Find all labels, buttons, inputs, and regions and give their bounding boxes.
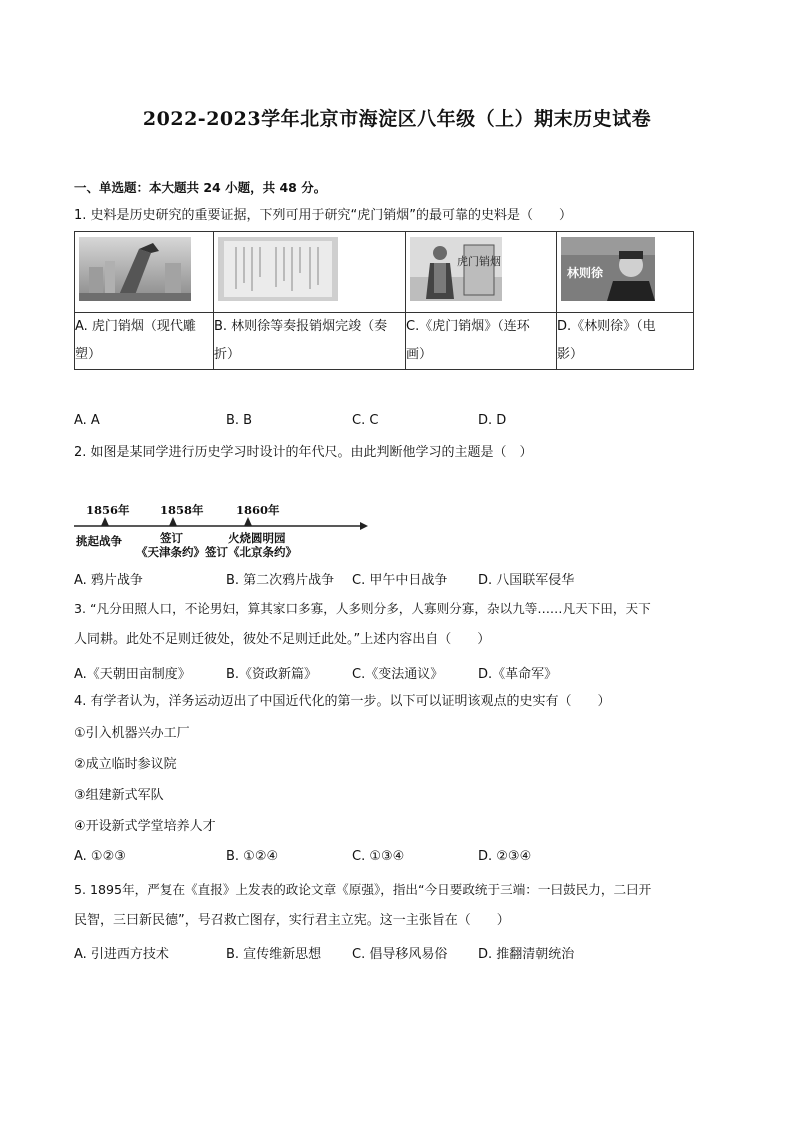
timeline-event-fire: 火烧圆明园 <box>228 531 286 545</box>
q5-option-c[interactable]: C. 倡导移风易俗 <box>352 947 448 962</box>
q1-cell-a-image <box>75 232 214 313</box>
q3-stem-line1: 3. “凡分田照人口，不论男妇，算其家口多寡，人多则分多，人寡则分寡，杂以九等……凡天下田，天下 <box>74 601 651 616</box>
q2-option-b[interactable]: B. 第二次鸦片战争 <box>226 573 335 588</box>
timeline-event-war: 挑起战争 <box>76 534 122 548</box>
q1-source-table <box>74 231 694 370</box>
timeline-year-1858: 1858年 <box>160 503 204 517</box>
q4-stem: 4. 有学者认为，洋务运动迈出了中国近代化的第一步。以下可以证明该观点的史实有（ ） <box>74 694 611 709</box>
timeline-year-1856: 1856年 <box>86 503 130 517</box>
q4-item-2: ②成立临时参议院 <box>74 757 177 772</box>
timeline-axis <box>74 516 370 534</box>
q5-option-a[interactable]: A. 引进西方技术 <box>74 947 169 962</box>
timeline-event-sign: 签订 <box>160 531 183 545</box>
q1-option-d-caption: D.《林则徐》（电 影） <box>557 313 694 370</box>
memorial-document-photo <box>218 237 338 301</box>
q2-stem: 2. 如图是某同学进行历史学习时设计的年代尺。由此判断他学习的主题是（ ） <box>74 445 533 460</box>
timeline-marker-1860 <box>244 517 252 526</box>
q3-option-d[interactable]: D.《革命军》 <box>478 667 558 682</box>
q4-option-a[interactable]: A. ①②③ <box>74 849 126 864</box>
q1-option-b[interactable]: B. B <box>226 413 253 428</box>
q1-option-a[interactable]: A. A <box>74 413 100 428</box>
q1-cell-d-image <box>557 232 694 313</box>
timeline-arrow-icon <box>360 522 368 530</box>
q3-option-a[interactable]: A.《天朝田亩制度》 <box>74 667 191 682</box>
q5-option-d[interactable]: D. 推翻清朝统治 <box>478 947 575 962</box>
q1-option-c[interactable]: C. C <box>352 413 379 428</box>
q1-option-b-caption: B. 林则徐等奏报销烟完竣（奏 折） <box>214 313 406 370</box>
comic-illustration <box>410 237 502 301</box>
q3-option-b[interactable]: B.《资政新篇》 <box>226 667 318 682</box>
q3-stem-line2: 人同耕。此处不足则迁彼处，彼处不足则迁此处。”上述内容出自（ ） <box>74 632 491 647</box>
q1-option-a-caption: A. 虎门销烟（现代雕 塑） <box>75 313 214 370</box>
q1-option-c-caption: C.《虎门销烟》（连环 画） <box>406 313 557 370</box>
q4-option-d[interactable]: D. ②③④ <box>478 849 532 864</box>
q4-item-3: ③组建新式军队 <box>74 788 164 803</box>
q5-option-b[interactable]: B. 宣传维新思想 <box>226 947 322 962</box>
timeline-marker-1858 <box>169 517 177 526</box>
q2-option-d[interactable]: D. 八国联军侵华 <box>478 573 575 588</box>
sculpture-photo <box>79 237 191 301</box>
page-title: 2022-2023学年北京市海淀区八年级（上）期末历史试卷 <box>142 108 652 130</box>
timeline-treaties: 《天津条约》签订《北京条约》 <box>136 545 297 559</box>
film-poster <box>561 237 655 301</box>
q4-option-c[interactable]: C. ①③④ <box>352 849 405 864</box>
q1-stem: 1. 史料是历史研究的重要证据，下列可用于研究“虎门销烟”的最可靠的史料是（ ） <box>74 208 573 223</box>
q5-stem-line1: 5. 1895年，严复在《直报》上发表的政论文章《原强》，指出“今日要政统于三端：一曰鼓民力，二曰开 <box>74 882 652 897</box>
timeline-marker-1856 <box>101 517 109 526</box>
q4-option-b[interactable]: B. ①②④ <box>226 849 279 864</box>
q4-item-1: ①引入机器兴办工厂 <box>74 726 190 741</box>
film-title-text: 林则徐 <box>566 266 604 280</box>
timeline-year-1860: 1860年 <box>236 503 280 517</box>
q4-item-4: ④开设新式学堂培养人才 <box>74 819 216 834</box>
q3-option-c[interactable]: C.《变法通议》 <box>352 667 444 682</box>
q5-stem-line2: 民智，三曰新民德”，号召救亡图存，实行君主立宪。这一主张旨在（ ） <box>74 913 510 928</box>
section-heading: 一、单选题：本大题共 24 小题，共 48 分。 <box>74 180 327 195</box>
q1-cell-c-image <box>406 232 557 313</box>
q1-option-d[interactable]: D. D <box>478 413 507 428</box>
q2-option-c[interactable]: C. 甲午中日战争 <box>352 573 448 588</box>
comic-title-text: 虎门销烟 <box>457 255 501 268</box>
q2-option-a[interactable]: A. 鸦片战争 <box>74 573 143 588</box>
q1-cell-b-image <box>214 232 406 313</box>
